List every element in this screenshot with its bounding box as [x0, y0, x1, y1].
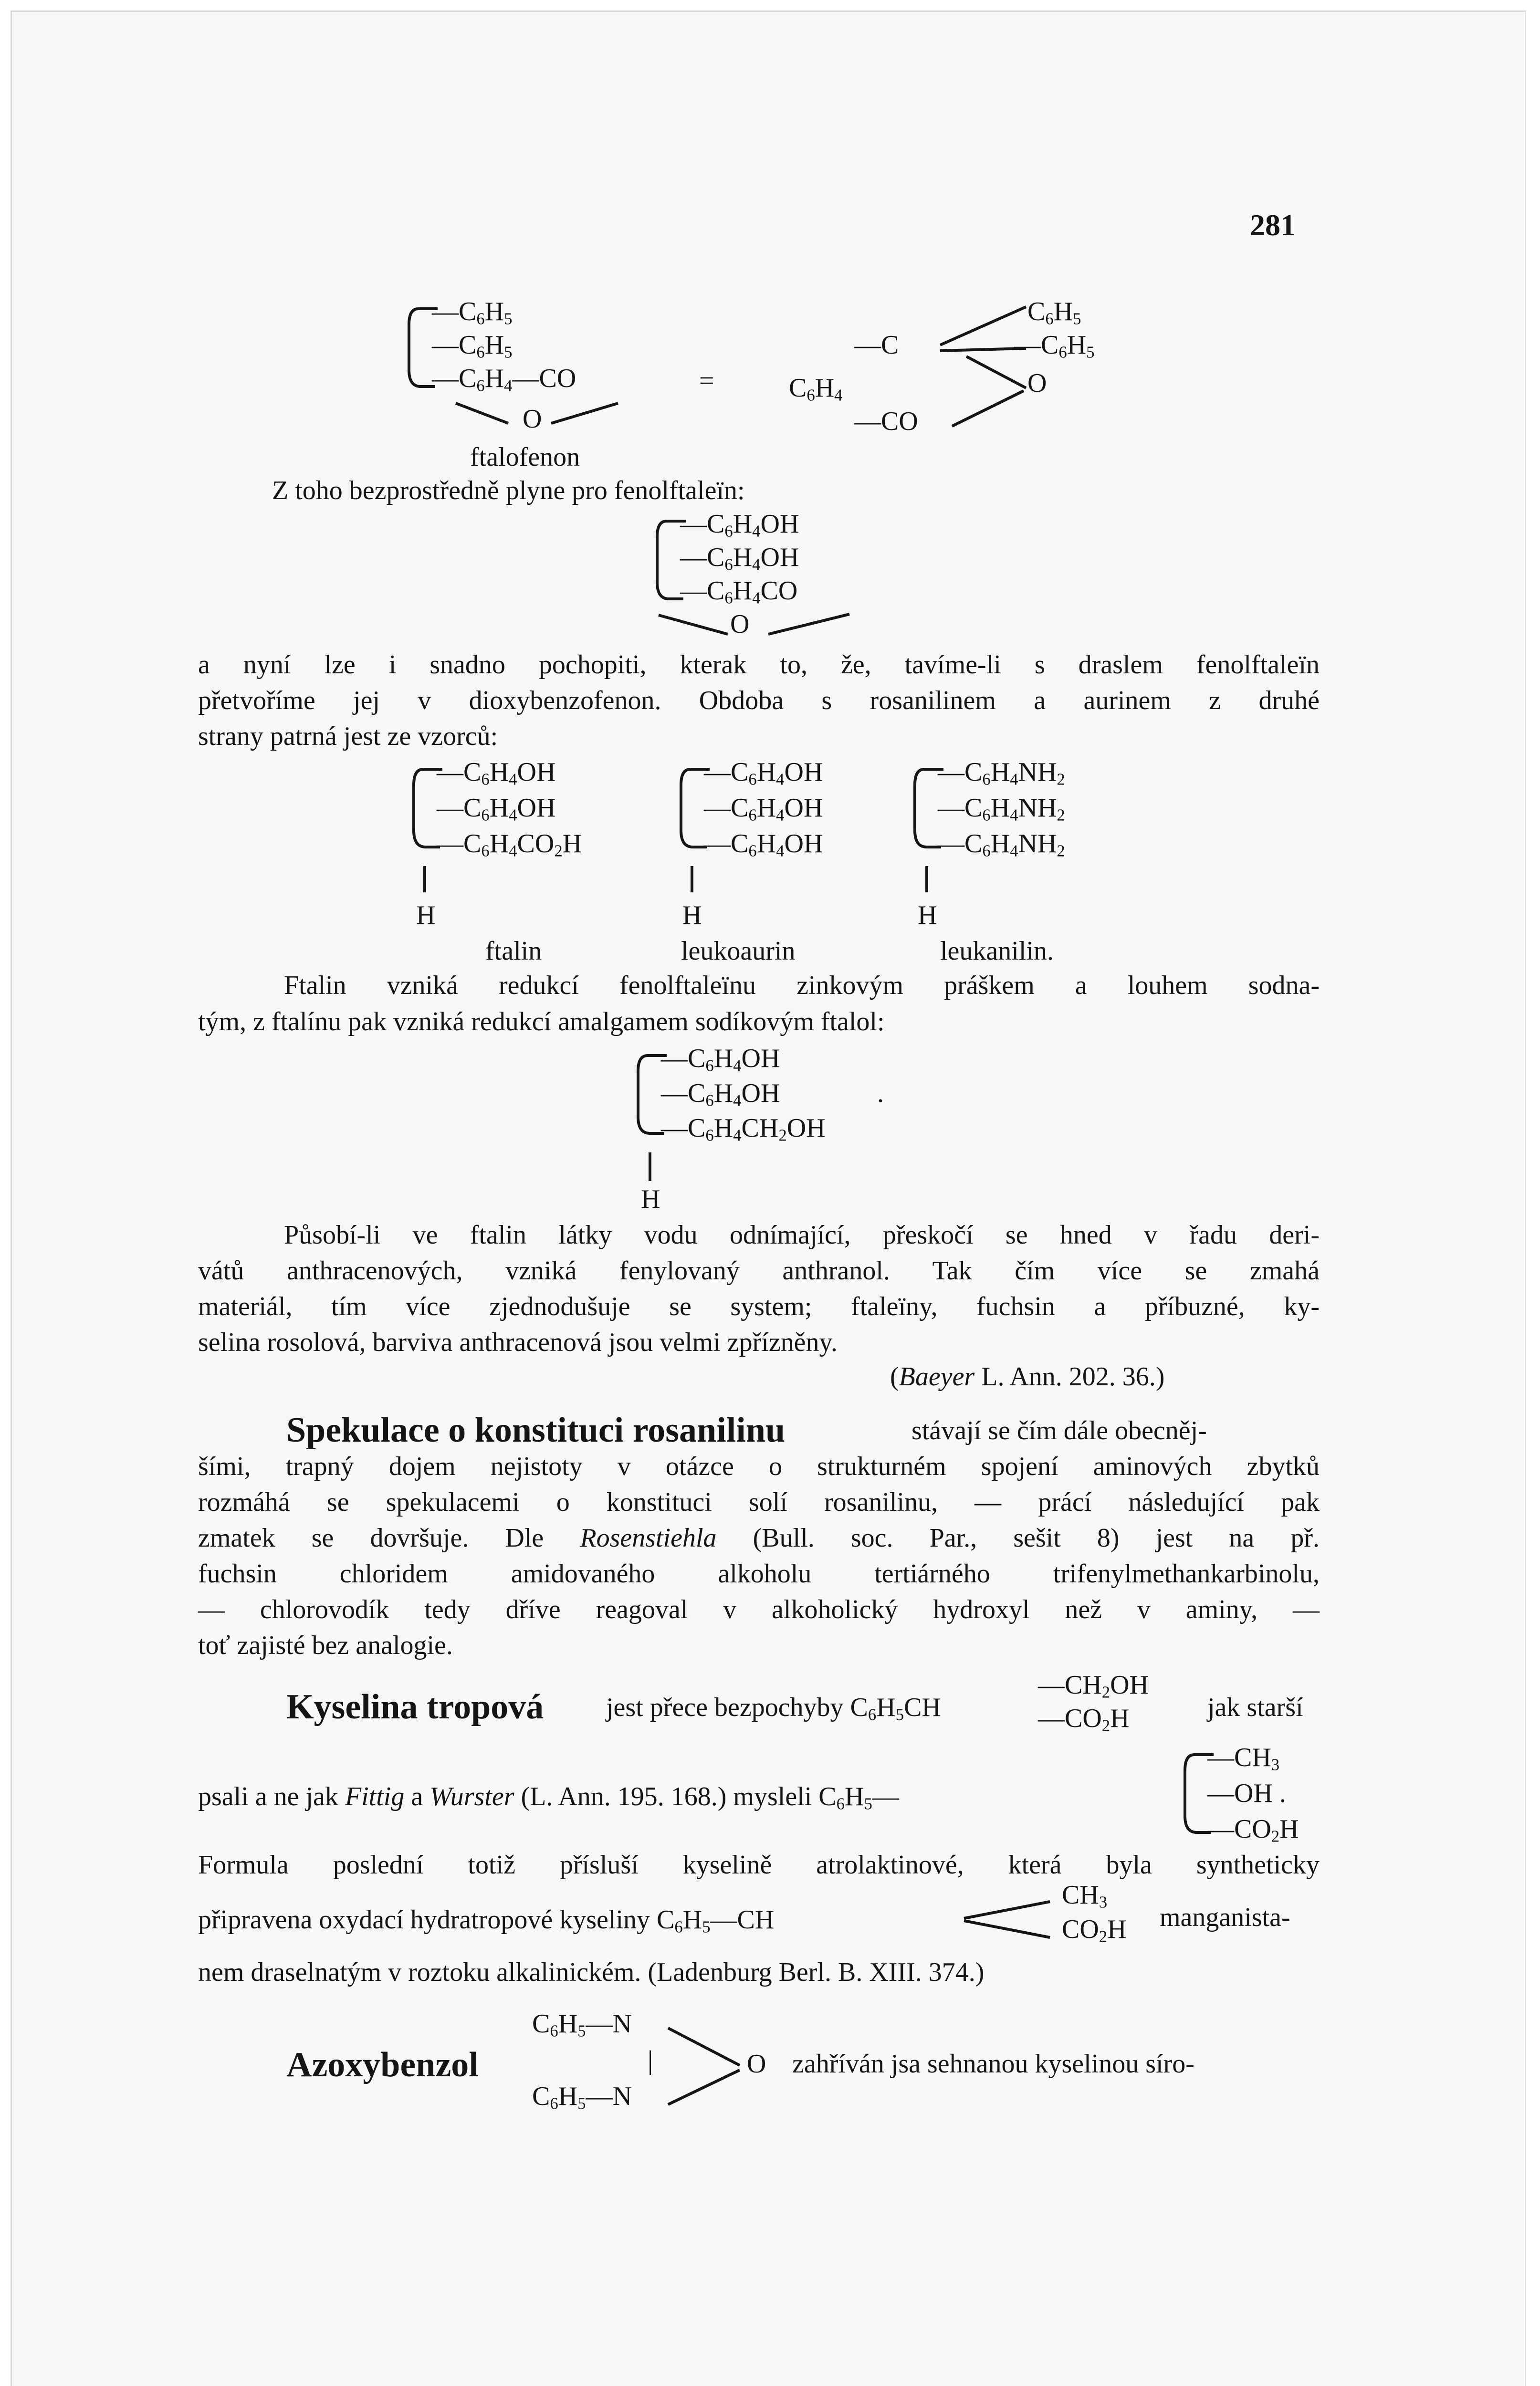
ftalol-h: H [641, 1184, 660, 1214]
leukanilin-h: H [918, 900, 937, 930]
para3-line-2: vátů anthracenových, vzniká fenylovaný anthranol. Tak čím více se zmahá [198, 1256, 1320, 1286]
leukanilin-2: $—C_6H_4NH_2$ [938, 793, 1065, 825]
para3-line-1: Působí-li ve ftalin látky vodu odnímající, přeskočí se hned v řadu deri- [284, 1220, 1320, 1250]
fenolftalein-o: O [730, 609, 750, 639]
azoxy-bonds [668, 2028, 744, 2109]
leukoaurin-3: $—C_6H_4OH$ [704, 829, 823, 860]
page-number: 281 [1250, 208, 1296, 242]
ftalol-2: $—C_6H_4OH$ [661, 1078, 780, 1110]
tropova-text-1: jest přece bezpochyby $C_6H_5CH$ [606, 1693, 941, 1724]
ftalofenon-left-1: $—C_6H_5$ [432, 297, 513, 328]
para1-line-1: a nyní lze i snadno pochopiti, kterak to, že, tavíme-li s draslem fenolftaleïn [198, 650, 1320, 680]
ftalofenon-equals: = [699, 366, 714, 396]
para3-line-4: selina rosolová, barviva anthracenová jsou velmi zpřízněny. [198, 1328, 838, 1357]
hydratropova-end: manganista- [1160, 1903, 1290, 1932]
tropova-branch-up: $—CH_2OH$ [1038, 1670, 1149, 1702]
para4-line-2: rozmáhá se spekulacemi o konstituci solí rosanilinu, — prácí následující pak [198, 1487, 1320, 1517]
label-leukanilin: leukanilin. [940, 936, 1054, 966]
ftalofenon-c6h4: $C_6H_4$ [789, 373, 843, 405]
para4-line-5: — chlorovodík tedy dříve reagoval v alkoholický hydroxyl než v aminy, — [198, 1595, 1320, 1624]
hydrogen-bonds [415, 866, 940, 895]
leukanilin-1: $—C_6H_4NH_2$ [938, 757, 1065, 789]
para2-line-2: tým, z ftalínu pak vzniká redukcí amalgamem sodíkovým ftalol: [198, 1007, 885, 1036]
para5-line-last: nem draselnatým v roztoku alkalinickém. (Ladenburg Berl. B. XIII. 374.) [198, 1957, 985, 1987]
fenolftalein-2: $—C_6H_4OH$ [680, 543, 799, 574]
heading-azoxybenzol: Azoxybenzol [286, 2045, 479, 2084]
tropova-bracket-1: $—CH_3$ [1207, 1743, 1280, 1774]
ftalin-1: $—C_6H_4OH$ [437, 757, 556, 789]
ftalofenon-r1: $C_6H_5$ [1027, 297, 1081, 328]
para4-line-4: fuchsin chloridem amidovaného alkoholu tertiárného trifenylmethankarbinolu, [198, 1559, 1320, 1589]
tropova-text-2: psali a ne jak Fittig a Wurster (L. Ann. 195. 168.) mysleli $C_6H_5—$ [198, 1782, 899, 1813]
fenolftalein-3: $—C_6H_4CO$ [680, 576, 798, 607]
label-ftalin: ftalin [485, 936, 542, 966]
ftalofenon-r3: O [1027, 368, 1047, 398]
citation-baeyer: (Baeyer L. Ann. 202. 36.) [890, 1362, 1165, 1392]
ftalin-2: $—C_6H_4OH$ [437, 793, 556, 825]
para3-line-3: materiál, tím více zjednodušuje se system; ftaleïny, fuchsin a příbuzné, ky- [198, 1292, 1320, 1321]
ftalofenon-right-c: —C [854, 330, 899, 360]
hydratropova-up: $CH_3$ [1062, 1880, 1108, 1912]
azoxy-o: O [747, 2049, 766, 2079]
azoxy-bar: | [648, 2046, 653, 2075]
ftalofenon-label: ftalofenon [470, 442, 580, 472]
label-leukoaurin: leukoaurin [681, 936, 796, 966]
azoxy-bottom: $C_6H_5—N$ [532, 2082, 632, 2113]
leukanilin-3: $—C_6H_4NH_2$ [938, 829, 1065, 860]
line-fenolftalein: Z toho bezprostředně plyne pro fenolftaleïn: [272, 476, 745, 505]
ftalofenon-left-2: $—C_6H_5$ [432, 330, 513, 362]
hydratropova-down: $CO_2H$ [1062, 1915, 1127, 1946]
fenolftalein-oxygen-bridge [659, 614, 859, 643]
ftalofenon-right-co: —CO [854, 407, 918, 436]
ftalofenon-left-o: O [523, 404, 542, 434]
tropova-bracket-2: —OH . [1207, 1779, 1286, 1808]
fenolftalein-1: $—C_6H_4OH$ [680, 509, 799, 541]
heading-rosanilin: Spekulace o konstituci rosanilinu [286, 1411, 786, 1450]
ftalol-1: $—C_6H_4OH$ [661, 1044, 780, 1075]
para5-line-1: Formula poslední totiž přísluší kyselině atrolaktinové, která byla syntheticky [198, 1850, 1320, 1880]
ftalofenon-right-bonds [938, 303, 1043, 432]
leukoaurin-2: $—C_6H_4OH$ [704, 793, 823, 825]
para2-line-1: Ftalin vzniká redukcí fenolftaleïnu zinkovým práškem a louhem sodna- [284, 971, 1320, 1000]
ftalol-3: $—C_6H_4CH_2OH$ [661, 1113, 826, 1145]
heading-tropova: Kyselina tropová [286, 1687, 544, 1727]
hydratropova-text: připravena oxydací hydratropové kyseliny $C_6H_5—CH$ [198, 1905, 775, 1936]
ftalol-h-bond [640, 1152, 660, 1186]
hydratropova-bonds [964, 1902, 1055, 1940]
para4-line-1: šími, trapný dojem nejistoty v otázce o strukturném spojení aminových zbytků [198, 1452, 1320, 1481]
ftalol-dot: . [877, 1078, 884, 1108]
tropova-text-1-end: jak starší [1207, 1693, 1303, 1722]
leukoaurin-1: $—C_6H_4OH$ [704, 757, 823, 789]
para1-line-3: strany patrná jest ze vzorců: [198, 722, 498, 751]
tropova-bracket-3: $—CO_2H$ [1207, 1814, 1299, 1846]
azoxy-top: $C_6H_5—N$ [532, 2009, 632, 2041]
ftalofenon-r2: $—C_6H_5$ [1014, 330, 1095, 362]
leukoaurin-h: H [682, 900, 702, 930]
azoxy-text: zahříván jsa sehnanou kyselinou síro- [792, 2049, 1194, 2079]
tropova-branch-down: $—CO_2H$ [1038, 1704, 1130, 1735]
book-page [10, 10, 1526, 2386]
rosanilin-first-line: stávají se čím dále obecněj- [911, 1416, 1207, 1445]
para1-line-2: přetvoříme jej v dioxybenzofenon. Obdoba s rosanilinem a aurinem z druhé [198, 686, 1320, 715]
ftalin-3: $—C_6H_4CO_2H$ [437, 829, 582, 860]
para4-line-6: toť zajisté bez analogie. [198, 1631, 453, 1660]
ftalofenon-left-3: $—C_6H_4—CO$ [432, 364, 576, 395]
ftalin-h: H [416, 900, 436, 930]
para4-line-3: zmatek se dovršuje. Dle Rosenstiehla (Bull. soc. Par., sešit 8) jest na př. [198, 1523, 1320, 1553]
